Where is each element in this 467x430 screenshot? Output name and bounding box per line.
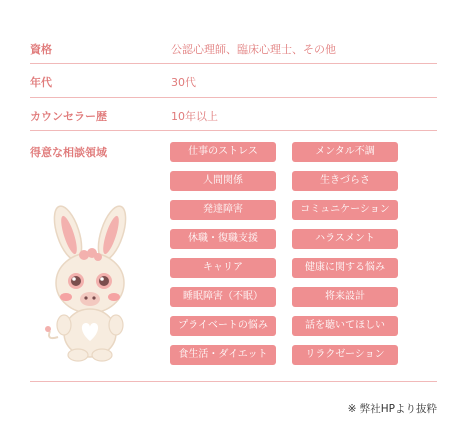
experience-value: 10年以上 — [171, 110, 218, 123]
specialty-tag: 仕事のストレス — [170, 142, 276, 162]
specialty-tag: ハラスメント — [292, 229, 398, 249]
divider — [30, 63, 437, 64]
specialty-tag: 発達障害 — [170, 200, 276, 220]
age-value: 30代 — [171, 76, 196, 89]
specialty-label: 得意な相談領域 — [30, 146, 107, 159]
specialty-tag: 休職・復職支援 — [170, 229, 276, 249]
specialty-tag: 将来設計 — [292, 287, 398, 307]
rabbit-mascot-icon — [40, 205, 140, 365]
specialty-tag: 話を聴いてほしい — [292, 316, 398, 336]
specialty-tag: 食生活・ダイエット — [170, 345, 276, 365]
source-footnote: ※ 弊社HPより抜粋 — [347, 403, 437, 415]
specialty-tag: リラクゼーション — [292, 345, 398, 365]
specialty-tag: メンタル不調 — [292, 142, 398, 162]
qualification-label: 資格 — [30, 43, 52, 56]
specialty-tag: プライベートの悩み — [170, 316, 276, 336]
qualification-value: 公認心理師、臨床心理士、その他 — [171, 43, 336, 56]
specialty-tag: 人間関係 — [170, 171, 276, 191]
divider — [30, 381, 437, 382]
specialty-tag: 健康に関する悩み — [292, 258, 398, 278]
experience-label: カウンセラー歴 — [30, 110, 107, 123]
age-label: 年代 — [30, 76, 52, 89]
specialty-tag: 睡眠障害（不眠） — [170, 287, 276, 307]
divider — [30, 130, 437, 131]
specialty-tag: コミュニケーション — [292, 200, 398, 220]
specialty-tag: キャリア — [170, 258, 276, 278]
specialty-tag: 生きづらさ — [292, 171, 398, 191]
divider — [30, 97, 437, 98]
